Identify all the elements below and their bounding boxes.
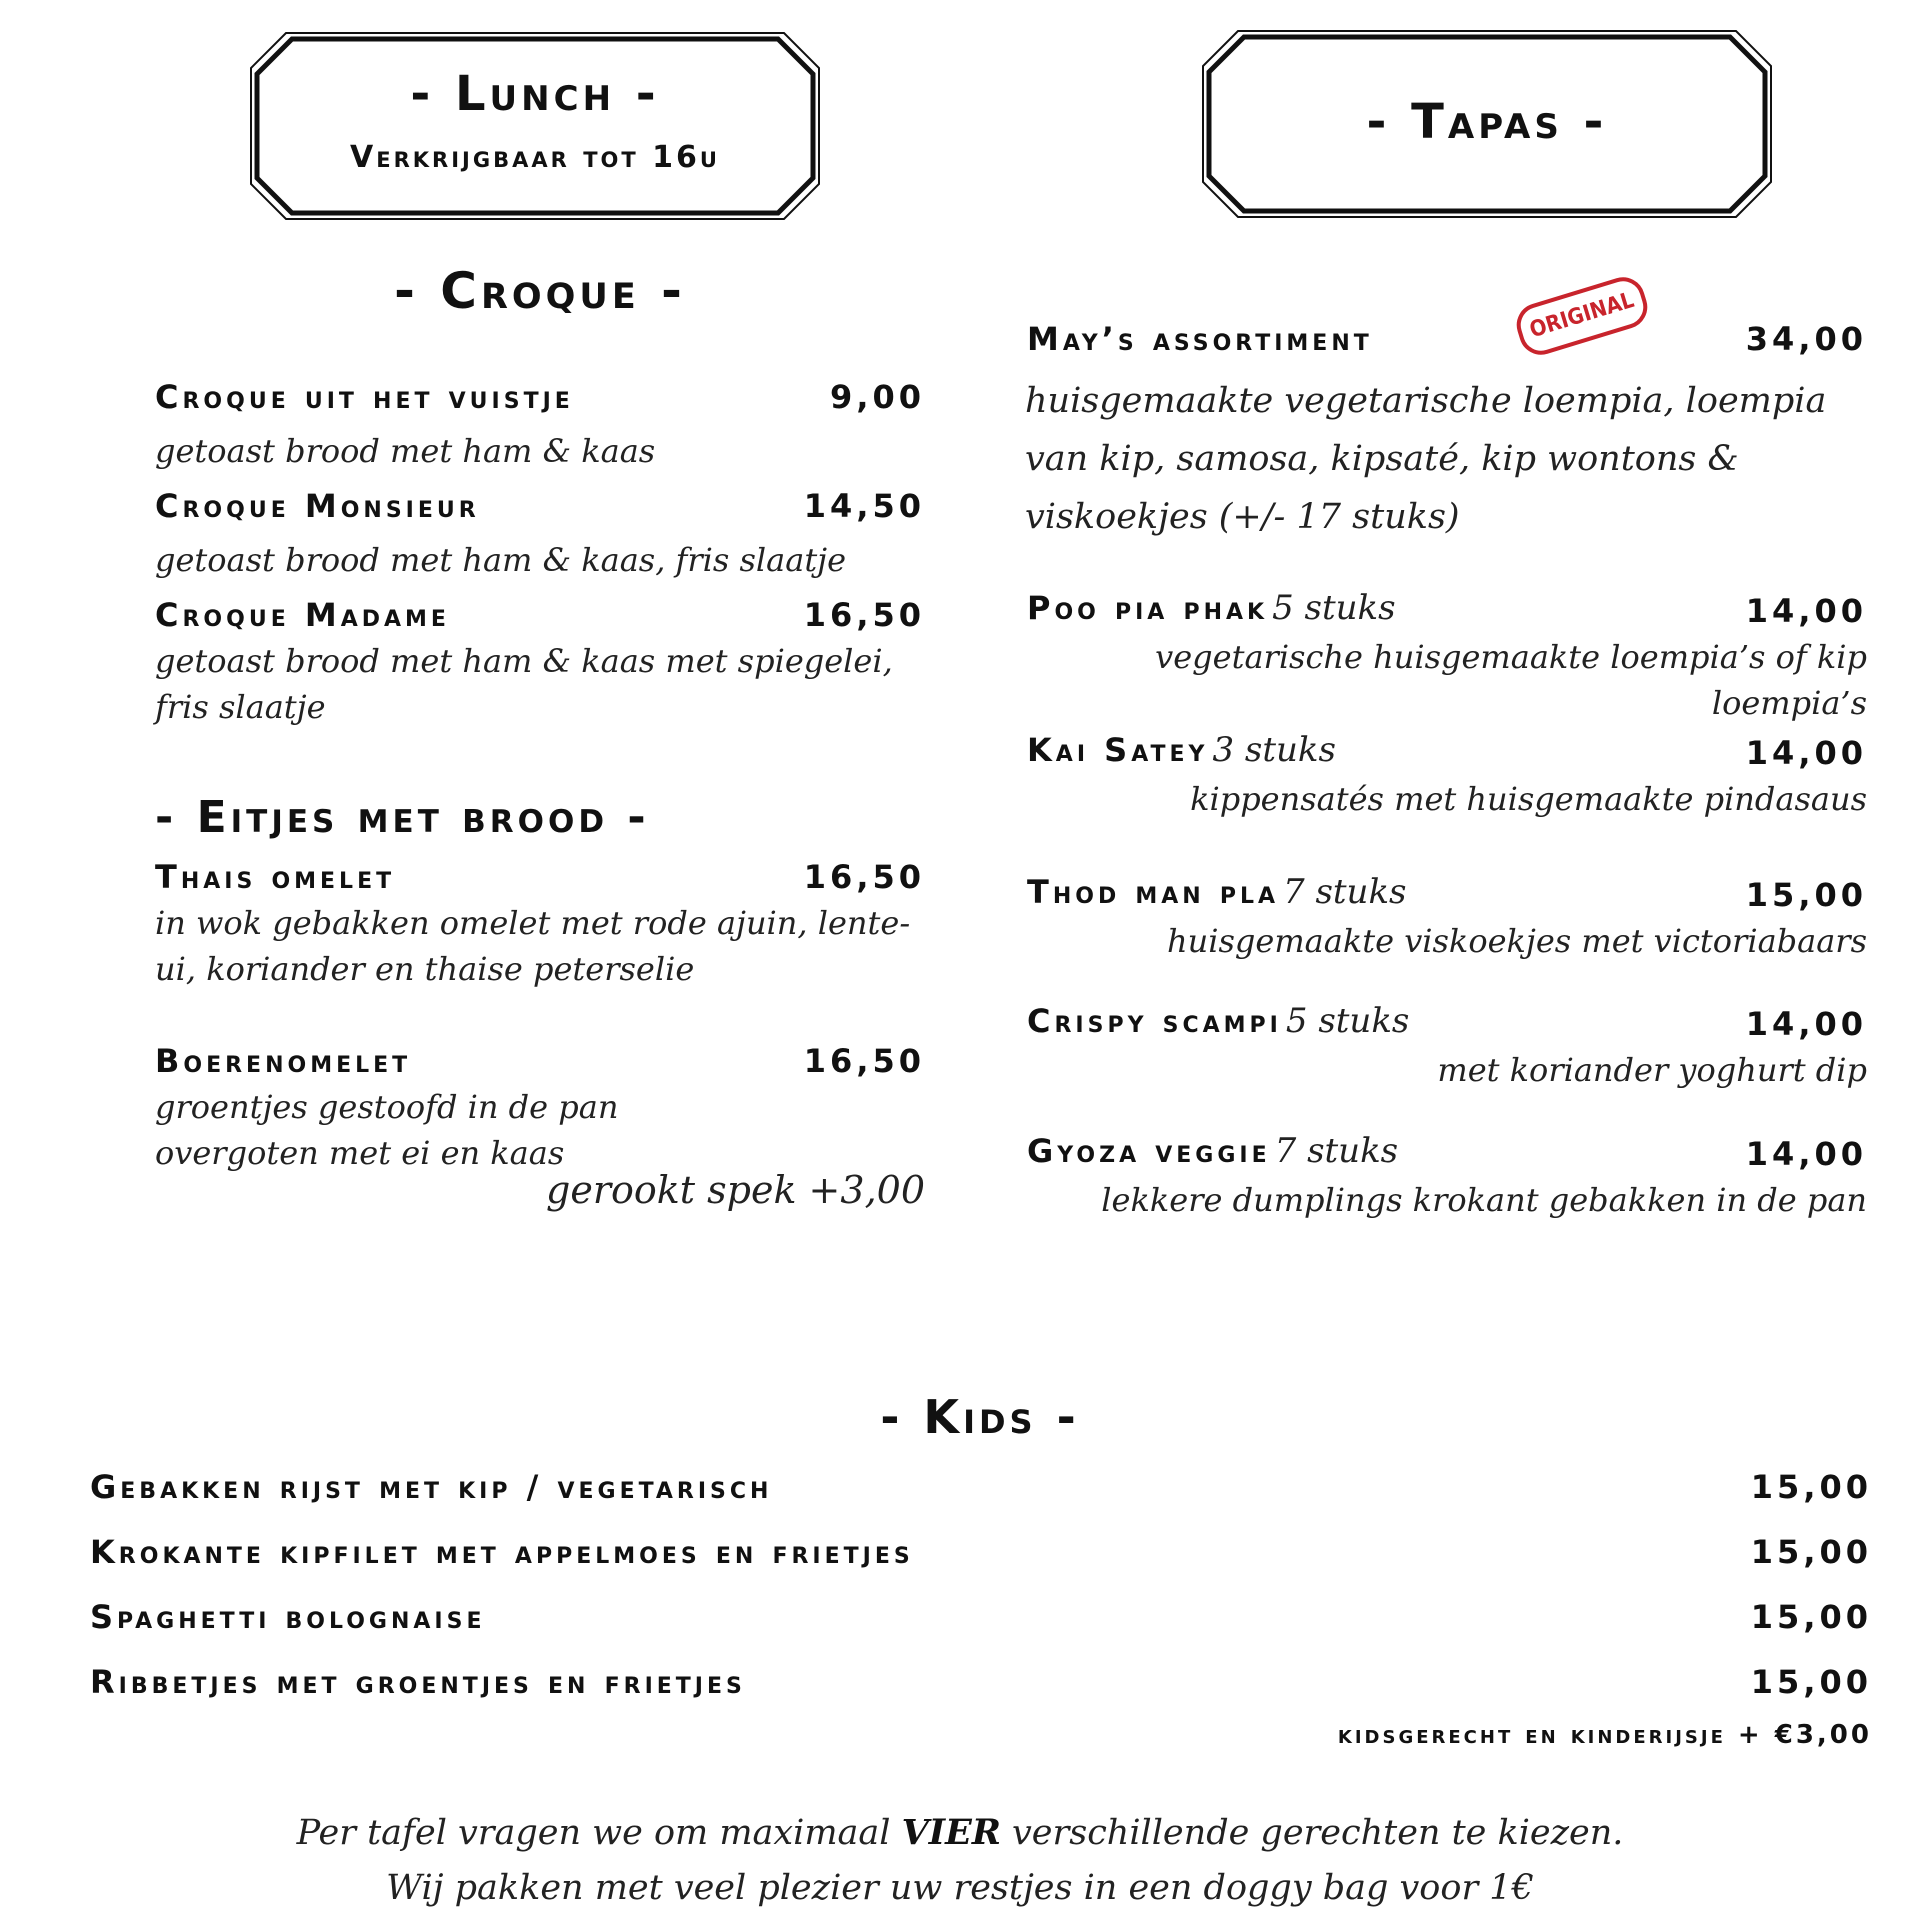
item-description: getoast brood met ham & kaas, fris slaatje [155,541,847,579]
footer-line-2: Wij pakken met veel plezier uw restjes in een doggy bag voor 1€ [386,1868,1534,1908]
item-name: Boerenomelet [155,1042,412,1080]
item-name: Gebakken rijst met kip / vegetarisch [90,1468,773,1506]
item-price: 14,00 [1745,1005,1867,1043]
item-name: Kai Satey [1027,731,1209,769]
item-price: 14,00 [1745,592,1867,630]
item-price: 14,00 [1745,1135,1867,1173]
eitjes-section-title: - Eitjes met brood - [155,792,650,843]
footer-line-1 [0,1812,1920,1853]
item-name: May’s assortiment [1027,320,1373,358]
octagon-frame-icon [248,30,822,222]
item-price: 15,00 [1745,876,1867,914]
item-price: 34,00 [1745,320,1867,358]
lunch-header-frame [248,30,822,222]
item-price: 15,00 [1750,1598,1872,1636]
item-description: met koriander yoghurt dip [1437,1051,1867,1089]
item-name: Poo pia phak [1027,589,1269,627]
footer-text: verschillende gerechten te kiezen. [1000,1813,1624,1853]
original-stamp: ORIGINAL [1511,272,1652,360]
item-price: 15,00 [1750,1533,1872,1571]
lunch-title: - Lunch - [410,66,660,122]
item-count: 5 stuks [1272,588,1396,628]
item-description: vegetarische huisgemaakte loempia’s of kip loempia’s [1155,638,1867,722]
item-count: 3 stuks [1212,730,1336,770]
croque-section-title: - Croque - [394,262,686,320]
item-name: Crispy scampi [1027,1002,1282,1040]
footer-text: Per tafel vragen we om maximaal [296,1813,902,1853]
item-name: Croque Madame [155,596,450,634]
item-name: Thod man pla [1027,873,1279,911]
item-description: getoast brood met ham & kaas [155,432,656,470]
kids-note: kidsgerecht en kinderijsje + €3,00 [1337,1720,1872,1750]
item-name: Croque Monsieur [155,487,480,525]
item-count: 7 stuks [1283,872,1407,912]
item-price: 15,00 [1750,1468,1872,1506]
footer-emphasis: VIER [901,1812,1001,1853]
kids-section-title: - Kids - [880,1390,1080,1444]
item-name: Gyoza veggie [1027,1132,1271,1170]
item-description: huisgemaakte viskoekjes met victoriabaars [1167,922,1867,960]
item-description: lekkere dumplings krokant gebakken in de pan [1101,1181,1867,1219]
item-description: groentjes gestoofd in de pan overgoten met ei en kaas [155,1088,619,1172]
item-count: 5 stuks [1285,1001,1410,1041]
item-price: 14,00 [1745,734,1867,772]
tapas-title: - Tapas - [1366,94,1608,150]
item-name: Krokante kipfilet met appelmoes en frietjes [90,1533,914,1571]
lunch-subtitle: Verkrijgbaar tot 16u [350,140,720,175]
item-price: 16,50 [803,596,925,634]
extra-option: gerookt spek +3,00 [546,1168,925,1212]
item-description: kippensatés met huisgemaakte pindasaus [1190,780,1867,818]
item-count: 7 stuks [1274,1131,1399,1171]
tapas-header-frame [1200,28,1774,220]
item-name: Thais omelet [155,858,396,896]
item-name: Spaghetti bolognaise [90,1598,486,1636]
item-price: 15,00 [1750,1663,1872,1701]
item-description: in wok gebakken omelet met rode ajuin, lente-ui, koriander en thaise peterselie [155,904,911,988]
item-price: 9,00 [830,378,925,416]
item-description: getoast brood met ham & kaas met spiegelei, fris slaatje [155,642,893,726]
item-name: Croque uit het vuistje [155,378,574,416]
item-price: 16,50 [803,858,925,896]
item-price: 16,50 [803,1042,925,1080]
item-name: Ribbetjes met groentjes en frietjes [90,1663,746,1701]
item-price: 14,50 [803,487,925,525]
item-description: huisgemaakte vegetarische loempia, loempia van kip, samosa, kipsaté, kip wontons & viskoekjes (+/- 17 stuks) [1025,381,1827,537]
